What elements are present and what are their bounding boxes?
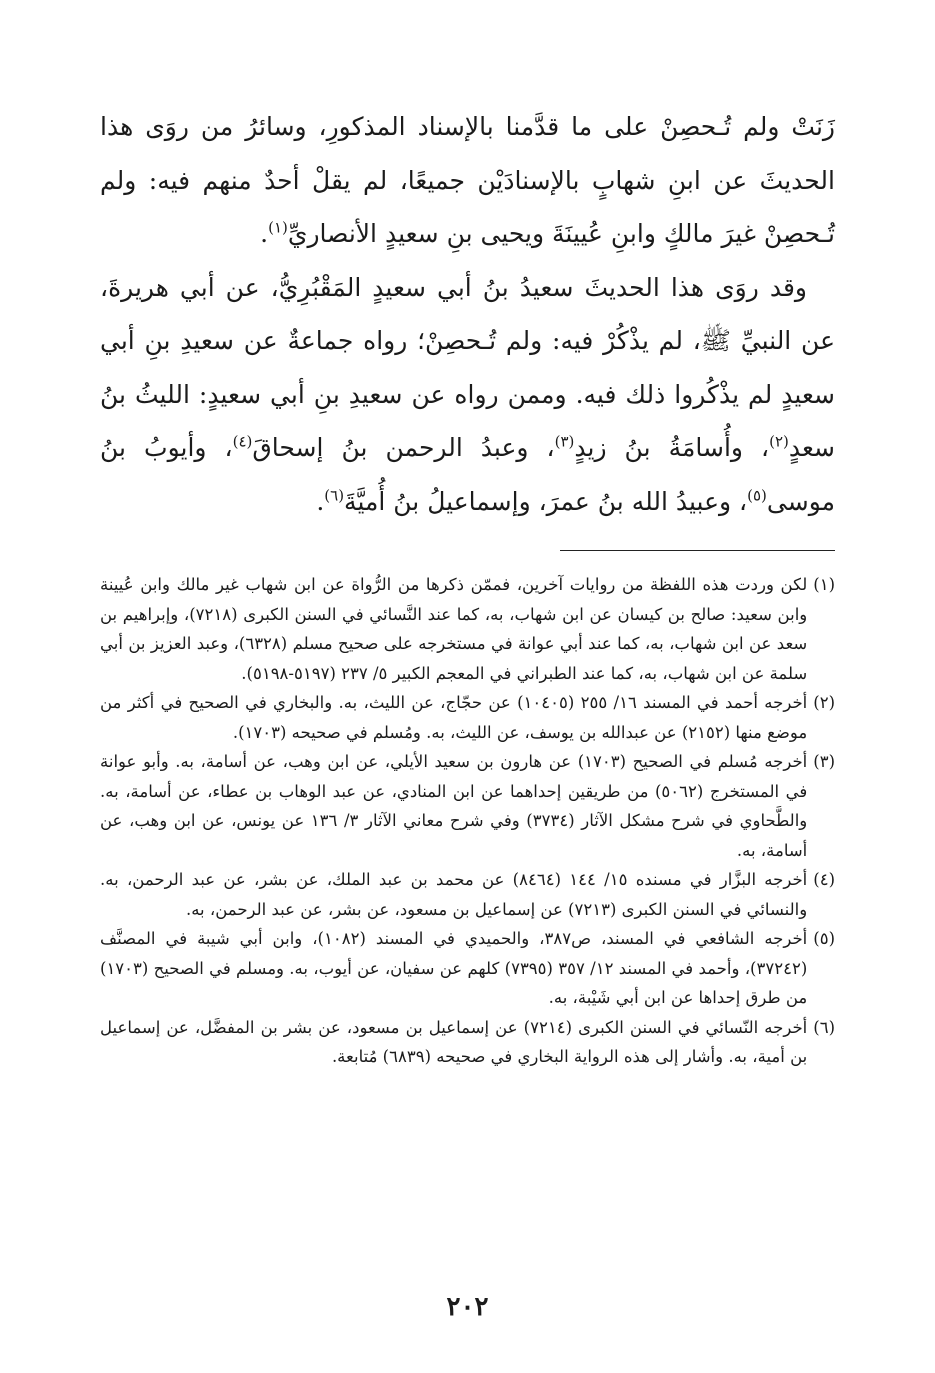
footnote-text: أخرجه البزَّار في مسنده ١٥/ ١٤٤ (٨٤٦٤) عن محمد بن عبد الملك، عن بشر، عن عبد الرحمن، به. والنسائي في السنن الكبرى (٧٢١٣) عن إسماعيل بن مسعود، عن بشر، عن عبد الرحمن، به. [100,870,808,919]
footnote-number: (٥) [813,929,835,948]
main-paragraph-2 [100,261,835,529]
footnote-4 [100,865,835,924]
footnote-separator [560,550,835,551]
footnote-2 [100,688,835,747]
main-paragraph-2-part5: ، وعبيدُ الله بنُ عمرَ، وإسماعيلُ بنُ أُميَّةَ [344,486,748,516]
footnote-1 [100,570,835,688]
main-paragraph-2-end: . [316,486,325,516]
footnote-number: (٦) [813,1017,835,1037]
main-paragraph-2-part4: ، وأيوبُ بنُ موسى [100,433,835,516]
footnote-number: (١) [813,575,835,594]
footnote-text: لكن وردت هذه اللفظة من روايات آخرين، فممّن ذكرها من الرُّواة عن ابن شهاب غير مالك وابن عُيينة وابن سعيد: صالح بن كيسان عن ابن شهاب، به، كما عند النَّسائي في السنن الكبرى (٧٢١٨)، وإبراهيم بن سعد عن ابن شهاب، به، كما عند أبي عوانة في مستخرجه على صحيح مسلم (٦٣٢٨)، وعبد العزيز بن أبي سلمة عن ابن شهاب، به، كما عند الطبراني في المعجم الكبير ٥/ ٢٣٧ (٥١٩٧-٥١٩٨). [100,575,808,683]
footnote-6 [100,1013,835,1072]
main-paragraph-2-part2: ، وأُسامَةُ بنُ زيدٍ [574,433,770,462]
footnote-ref-1: (١) [268,218,288,237]
footnote-number: (٤) [813,870,835,889]
main-paragraph-1-end: . [260,219,269,248]
footnote-text: أخرجه النّسائي في السنن الكبرى (٧٢١٤) عن إسماعيل بن مسعود، عن بشر بن المفضَّل، عن إسماعيل بن أمية، به. وأشار إلى هذه الرواية البخاري في صحيحه (٦٨٣٩) مُتابعة. [100,1017,808,1066]
footnote-text: أخرجه أحمد في المسند ١٦/ ٢٥٥ (١٠٤٠٥) عن حجّاج، عن الليث، به. والبخاري في الصحيح في أكثر من موضع منها (٢١٥٢) عن عبدالله بن يوسف، عن الليث، به. ومُسلم في صحيحه (١٧٠٣). [100,693,808,742]
main-paragraph-2-part3: ، وعبدُ الرحمن بنُ إسحاقَ [252,433,555,462]
footnotes [100,570,835,1072]
footnote-text: أخرجه مُسلم في الصحيح (١٧٠٣) عن هارون بن سعيد الأيلي، عن ابن وهب، عن أسامة، به. وأبو عوانة في المستخرج (٥٠٦٢) من طريقين إحداهما عن ابن المنادي، عن عبد الوهاب بن عطاء، عن أسامة، به. والطَّحاوي في شرح مشكل الآثار (٣٧٣٤) وفي شرح معاني الآثار ٣/ ١٣٦ عن يونس، عن ابن وهب، عن أسامة، به. [100,752,808,860]
page-number: ٢٠٢ [446,1292,489,1322]
main-paragraph-1-text: زَنَتْ ولم تُـحصِنْ على ما قدَّمنا بالإسناد المذكورِ، وسائرُ من روَى هذا الحديثَ عن ابنِ شهابٍ بالإسنادَيْن جميعًا، لم يقلْ أحدٌ منهم فيه: ولم تُـحصِنْ غيرَ مالكٍ وابنِ عُيينَةَ ويحيى بنِ سعيدٍ الأنصاريِّ [100,112,835,248]
footnote-ref-6: (٦) [324,486,345,505]
footnote-ref-3: (٣) [554,432,575,451]
footnote-ref-5: (٥) [747,486,767,505]
footnote-3 [100,747,835,865]
main-paragraph-2-text: وقد روَى هذا الحديثَ سعيدُ بنُ أبي سعيدٍ المَقْبُرِيُّ، عن أبي هريرةَ، عن النبيِّ ﷺ، لم يذْكُرْ فيه: ولم تُـحصِنْ؛ رواه جماعةٌ عن سعيدِ بنِ أبي سعيدٍ لم يذْكُروا ذلك فيه. وممن رواه عن سعيدِ بنِ أبي سعيدٍ: الليثُ بنُ سعدٍ [100,272,835,462]
footnote-number: (٢) [813,693,835,712]
footnote-ref-2: (٢) [769,432,789,451]
main-paragraph-1 [100,100,835,261]
footnote-5 [100,924,835,1013]
footnote-ref-4: (٤) [232,432,253,451]
footnote-number: (٣) [813,752,835,771]
footnote-text: أخرجه الشافعي في المسند، ص٣٨٧، والحميدي في المسند (١٠٨٢)، وابن أبي شيبة في المصنَّف (٣٧٢٤٢)، وأحمد في المسند ١٢/ ٣٥٧ (٧٣٩٥) كلهم عن سفيان، عن أيوب، به. ومسلم في الصحيح (١٧٠٣) من طرق إحداها عن ابن أبي شَيْبة، به. [100,929,808,1007]
main-text [100,100,835,528]
book-page [100,100,835,1350]
